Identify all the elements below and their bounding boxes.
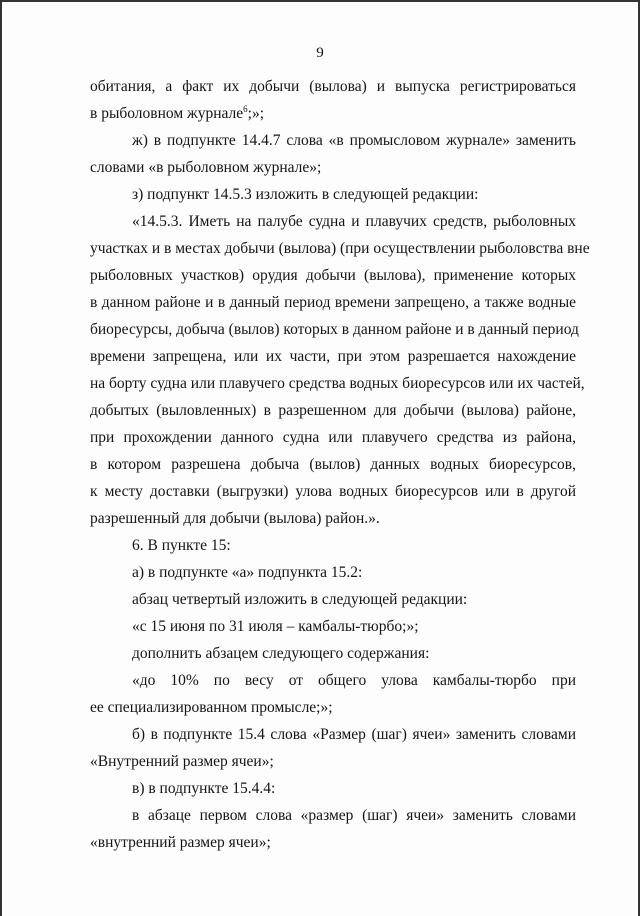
text-line: при прохождении данного судна или плавучего средства из района,	[90, 429, 576, 446]
scan-border-top	[0, 0, 640, 2]
text-line: к месту доставки (выгрузки) улова водных биоресурсов или в другой	[90, 483, 576, 500]
text-line: разрешенный для добычи (вылова) район.».	[90, 510, 380, 527]
text-line: на борту судна или плавучего средства водных биоресурсов или их частей,	[90, 375, 585, 392]
text-line: дополнить абзацем следующего содержания:	[132, 645, 430, 662]
text-line	[90, 101, 576, 127]
text-line: добытых (выловленных) в разрешенном для добычи (вылова) районе,	[90, 402, 576, 419]
text-line: «с 15 июня по 31 июля – камбалы-тюрбо;»;	[132, 618, 419, 635]
text-line: «14.5.3. Иметь на палубе судна и плавучих средств, рыболовных	[132, 213, 576, 230]
text-line: «Внутренний размер ячеи»;	[90, 753, 274, 770]
text-fragment: в рыболовном журнале	[90, 105, 244, 122]
text-line: в) в подпункте 15.4.4:	[132, 780, 276, 797]
text-line: в данном районе и в данный период времени запрещено, а также водные	[90, 294, 576, 311]
footnote-marker: 6	[243, 103, 248, 114]
text-line: ж) в подпункте 14.4.7 слова «в промысловом журнале» заменить	[132, 132, 576, 149]
text-line: обитания, а факт их добычи (вылова) и выпуска регистрироваться	[90, 78, 576, 95]
scan-border-left	[0, 0, 2, 916]
text-line: биоресурсы, добыча (вылов) которых в данном районе и в данный период	[90, 321, 579, 338]
page-number: 9	[316, 45, 324, 61]
text-line: в абзаце первом слова «размер (шаг) ячеи» заменить словами	[132, 807, 576, 824]
text-line: «до 10% по весу от общего улова камбалы-тюрбо при	[132, 672, 576, 689]
text-line: рыболовных участков) орудия добычи (вылова), применение которых	[90, 267, 576, 284]
text-line: абзац четвертый изложить в следующей редакции:	[132, 591, 468, 608]
text-line: времени запрещена, или их части, при этом разрешается нахождение	[90, 348, 576, 365]
text-line: участках и в местах добычи (вылова) (при осуществлении рыболовства вне	[90, 240, 590, 257]
text-line: 6. В пункте 15:	[132, 537, 231, 554]
text-line: «внутренний размер ячеи»;	[90, 834, 271, 851]
text-line: словами «в рыболовном журнале»;	[90, 159, 322, 176]
text-line: з) подпункт 14.5.3 изложить в следующей редакции:	[132, 186, 479, 203]
text-line: б) в подпункте 15.4 слова «Размер (шаг) ячеи» заменить словами	[132, 726, 576, 743]
text-fragment: ;»;	[247, 105, 265, 122]
text-line: ее специализированном промысле;»;	[90, 699, 333, 716]
text-line: а) в подпункте «а» подпункта 15.2:	[132, 564, 363, 581]
text-line: в котором разрешена добыча (вылов) данных водных биоресурсов,	[90, 456, 576, 473]
